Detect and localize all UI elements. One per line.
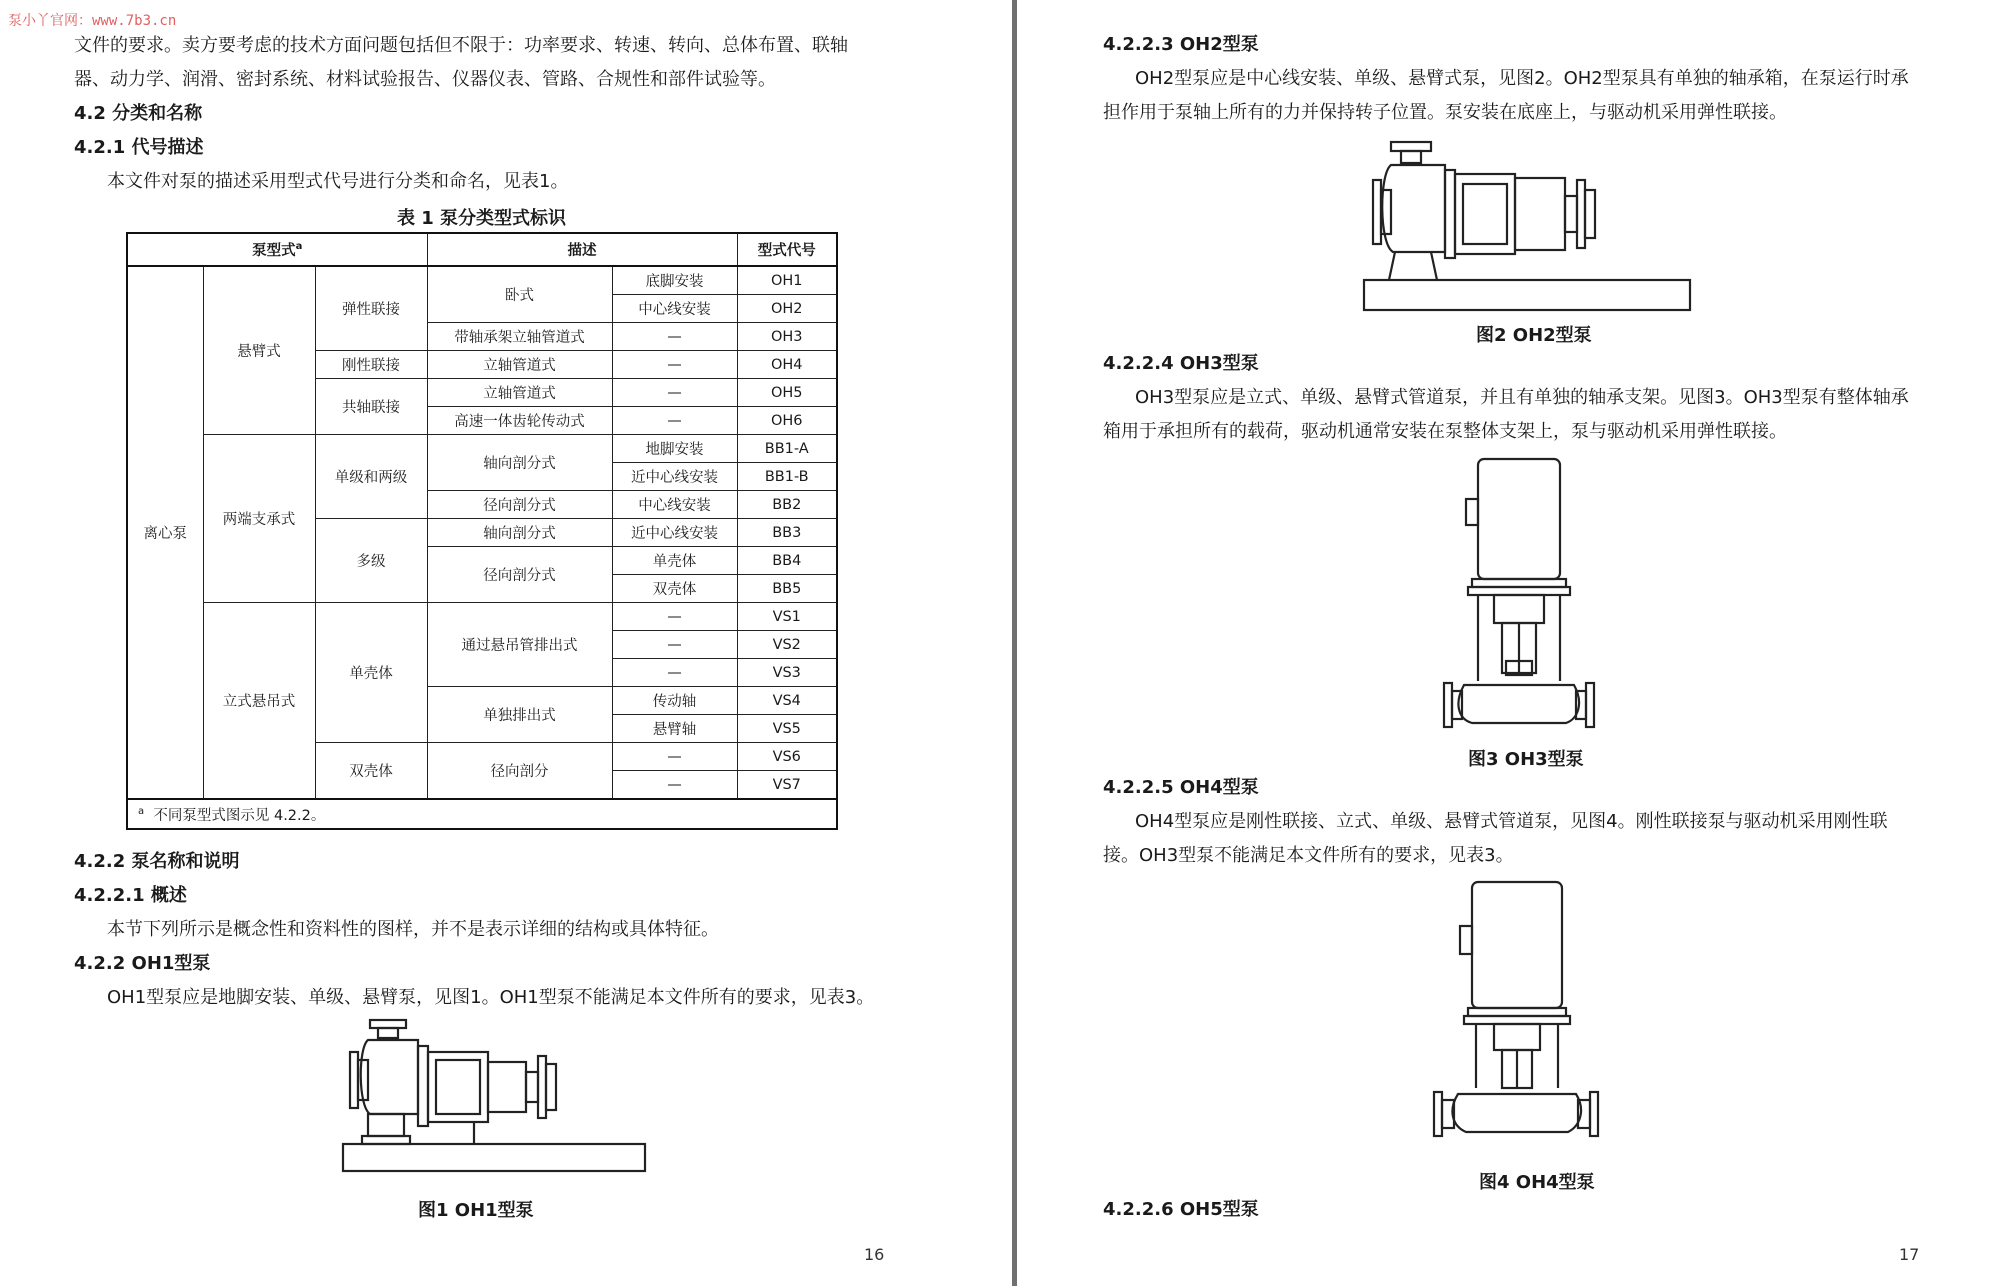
paragraph-4-2-1: 本文件对泵的描述采用型式代号进行分类和命名，见表1。 bbox=[107, 171, 569, 192]
header-type-code: 型式代号 bbox=[737, 233, 837, 266]
cell-dash: — bbox=[612, 323, 737, 351]
cell-centerline-mounted: 中心线安装 bbox=[612, 295, 737, 323]
table-row bbox=[127, 266, 837, 295]
cell-vertical-inline: 立轴管道式 bbox=[427, 351, 612, 379]
cell-axial-split-2: 轴向剖分式 bbox=[427, 519, 612, 547]
paragraph-oh1: OH1型泵应是地脚安装、单级、悬臂泵，见图1。OH1型泵不能满足本文件所有的要求，见表3。 bbox=[107, 987, 875, 1008]
cell-rigid-coupled: 刚性联接 bbox=[315, 351, 427, 379]
cell-flexible-coupled: 弹性联接 bbox=[315, 266, 427, 351]
figure1-caption: 图1 OH1型泵 bbox=[418, 1200, 534, 1221]
cell-single-two-stage: 单级和两级 bbox=[315, 435, 427, 519]
document-page-17 bbox=[1018, 0, 2011, 1286]
cell-vertical-suspended: 立式悬吊式 bbox=[203, 603, 315, 800]
paragraph-continuation-line1: 文件的要求。卖方要考虑的技术方面问题包括但不限于：功率要求、转速、转向、总体布置、联轴 bbox=[74, 35, 848, 56]
page-number-17: 17 bbox=[1899, 1245, 1920, 1264]
cell-single-casing: 单壳体 bbox=[315, 603, 427, 743]
cell-code: BB5 bbox=[737, 575, 837, 603]
cell-double-casing: 双壳体 bbox=[315, 743, 427, 800]
oh3-pump-figure bbox=[1438, 455, 1598, 740]
header-pump-type: 泵型式$^a$ bbox=[127, 233, 427, 266]
cell-code: BB2 bbox=[737, 491, 837, 519]
heading-oh3: 4.2.2.4 OH3型泵 bbox=[1103, 353, 1259, 374]
figure3-caption: 图3 OH3型泵 bbox=[1468, 749, 1584, 770]
heading-4-2: 4.2 分类和名称 bbox=[74, 103, 203, 124]
cell-radial-split-3: 径向剖分 bbox=[427, 743, 612, 800]
cell-near-centerline-2: 近中心线安装 bbox=[612, 519, 737, 547]
table-header-row bbox=[127, 233, 837, 266]
table-row bbox=[127, 435, 837, 463]
cell-code: BB3 bbox=[737, 519, 837, 547]
cell-code: OH4 bbox=[737, 351, 837, 379]
cell-dash: — bbox=[612, 631, 737, 659]
cell-cantilever: 悬臂式 bbox=[203, 266, 315, 435]
cell-code: BB4 bbox=[737, 547, 837, 575]
paragraph-oh4-line1: OH4型泵应是刚性联接、立式、单级、悬臂式管道泵，见图4。刚性联接泵与驱动机采用刚性联 bbox=[1135, 811, 1888, 832]
heading-oh1: 4.2.2 OH1型泵 bbox=[74, 953, 211, 974]
page-divider bbox=[1012, 0, 1017, 1286]
table-footnote-row bbox=[127, 799, 837, 829]
cell-code: VS3 bbox=[737, 659, 837, 687]
cell-centrifugal: 离心泵 bbox=[127, 266, 203, 799]
heading-oh5: 4.2.2.6 OH5型泵 bbox=[1103, 1199, 1259, 1220]
paragraph-4-2-2-1: 本节下列所示是概念性和资料性的图样，并不是表示详细的结构或具体特征。 bbox=[107, 919, 719, 940]
cell-multistage: 多级 bbox=[315, 519, 427, 603]
table-title: 表 1 泵分类型式标识 bbox=[397, 208, 567, 229]
cell-code: VS7 bbox=[737, 771, 837, 800]
cell-foot-mounted: 底脚安装 bbox=[612, 266, 737, 295]
cell-line-shaft: 传动轴 bbox=[612, 687, 737, 715]
cell-dash: — bbox=[612, 659, 737, 687]
cell-near-centerline: 近中心线安装 bbox=[612, 463, 737, 491]
cell-close-coupled: 共轴联接 bbox=[315, 379, 427, 435]
cell-code: OH3 bbox=[737, 323, 837, 351]
oh1-pump-figure bbox=[340, 1018, 660, 1188]
oh4-pump-figure bbox=[1428, 878, 1603, 1148]
heading-4-2-1: 4.2.1 代号描述 bbox=[74, 137, 204, 158]
cell-single-casing-2: 单壳体 bbox=[612, 547, 737, 575]
cell-horizontal: 卧式 bbox=[427, 266, 612, 323]
cell-cantilever-shaft: 悬臂轴 bbox=[612, 715, 737, 743]
figure4-caption: 图4 OH4型泵 bbox=[1479, 1172, 1595, 1193]
cell-axial-split: 轴向剖分式 bbox=[427, 435, 612, 491]
paragraph-continuation-line2: 器、动力学、润滑、密封系统、材料试验报告、仪器仪表、管路、合规性和部件试验等。 bbox=[74, 69, 776, 90]
cell-between-bearings: 两端支承式 bbox=[203, 435, 315, 603]
heading-oh4: 4.2.2.5 OH4型泵 bbox=[1103, 777, 1259, 798]
cell-code: OH6 bbox=[737, 407, 837, 435]
page-number-16: 16 bbox=[864, 1245, 885, 1264]
cell-code: BB1-A bbox=[737, 435, 837, 463]
cell-code: VS2 bbox=[737, 631, 837, 659]
cell-code: OH5 bbox=[737, 379, 837, 407]
cell-code: VS5 bbox=[737, 715, 837, 743]
oh2-pump-figure bbox=[1361, 140, 1697, 315]
heading-4-2-2: 4.2.2 泵名称和说明 bbox=[74, 851, 240, 872]
cell-radial-split: 径向剖分式 bbox=[427, 491, 612, 519]
header-description: 描述 bbox=[427, 233, 737, 266]
cell-code: OH1 bbox=[737, 266, 837, 295]
cell-discharge-through-column: 通过悬吊管排出式 bbox=[427, 603, 612, 687]
cell-code: VS1 bbox=[737, 603, 837, 631]
cell-dash: — bbox=[612, 407, 737, 435]
paragraph-oh3-line2: 箱用于承担所有的载荷，驱动机通常安装在泵整体支架上，泵与驱动机采用弹性联接。 bbox=[1103, 421, 1787, 442]
cell-dash: — bbox=[612, 351, 737, 379]
heading-oh2: 4.2.2.3 OH2型泵 bbox=[1103, 34, 1259, 55]
cell-radial-split-2: 径向剖分式 bbox=[427, 547, 612, 603]
cell-code: OH2 bbox=[737, 295, 837, 323]
cell-foot-mounted-2: 地脚安装 bbox=[612, 435, 737, 463]
cell-dash: — bbox=[612, 771, 737, 800]
cell-dash: — bbox=[612, 603, 737, 631]
cell-code: VS4 bbox=[737, 687, 837, 715]
cell-vertical-inline-bearing: 带轴承架立轴管道式 bbox=[427, 323, 612, 351]
paragraph-oh4-line2: 接。OH3型泵不能满足本文件所有的要求，见表3。 bbox=[1103, 845, 1514, 866]
paragraph-oh2-line2: 担作用于泵轴上所有的力并保持转子位置。泵安装在底座上，与驱动机采用弹性联接。 bbox=[1103, 102, 1787, 123]
cell-high-speed-gear: 高速一体齿轮传动式 bbox=[427, 407, 612, 435]
cell-double-casing-2: 双壳体 bbox=[612, 575, 737, 603]
cell-vertical-inline-2: 立轴管道式 bbox=[427, 379, 612, 407]
cell-dash: — bbox=[612, 743, 737, 771]
cell-code: BB1-B bbox=[737, 463, 837, 491]
cell-code: VS6 bbox=[737, 743, 837, 771]
heading-4-2-2-1: 4.2.2.1 概述 bbox=[74, 885, 187, 906]
cell-separate-discharge: 单独排出式 bbox=[427, 687, 612, 743]
paragraph-oh3-line1: OH3型泵应是立式、单级、悬臂式管道泵，并且有单独的轴承支架。见图3。OH3型泵有整体轴承 bbox=[1135, 387, 1909, 408]
pump-classification-table bbox=[126, 232, 838, 830]
figure2-caption: 图2 OH2型泵 bbox=[1476, 325, 1592, 346]
cell-dash: — bbox=[612, 379, 737, 407]
table-row bbox=[127, 603, 837, 631]
table-footnote: $^a$ 不同泵型式图示见 4.2.2。 bbox=[127, 799, 837, 829]
paragraph-oh2-line1: OH2型泵应是中心线安装、单级、悬臂式泵，见图2。OH2型泵具有单独的轴承箱，在泵运行时承 bbox=[1135, 68, 1909, 89]
watermark-text: 泵小丫官网：www.7b3.cn bbox=[8, 13, 177, 29]
cell-centerline-2: 中心线安装 bbox=[612, 491, 737, 519]
